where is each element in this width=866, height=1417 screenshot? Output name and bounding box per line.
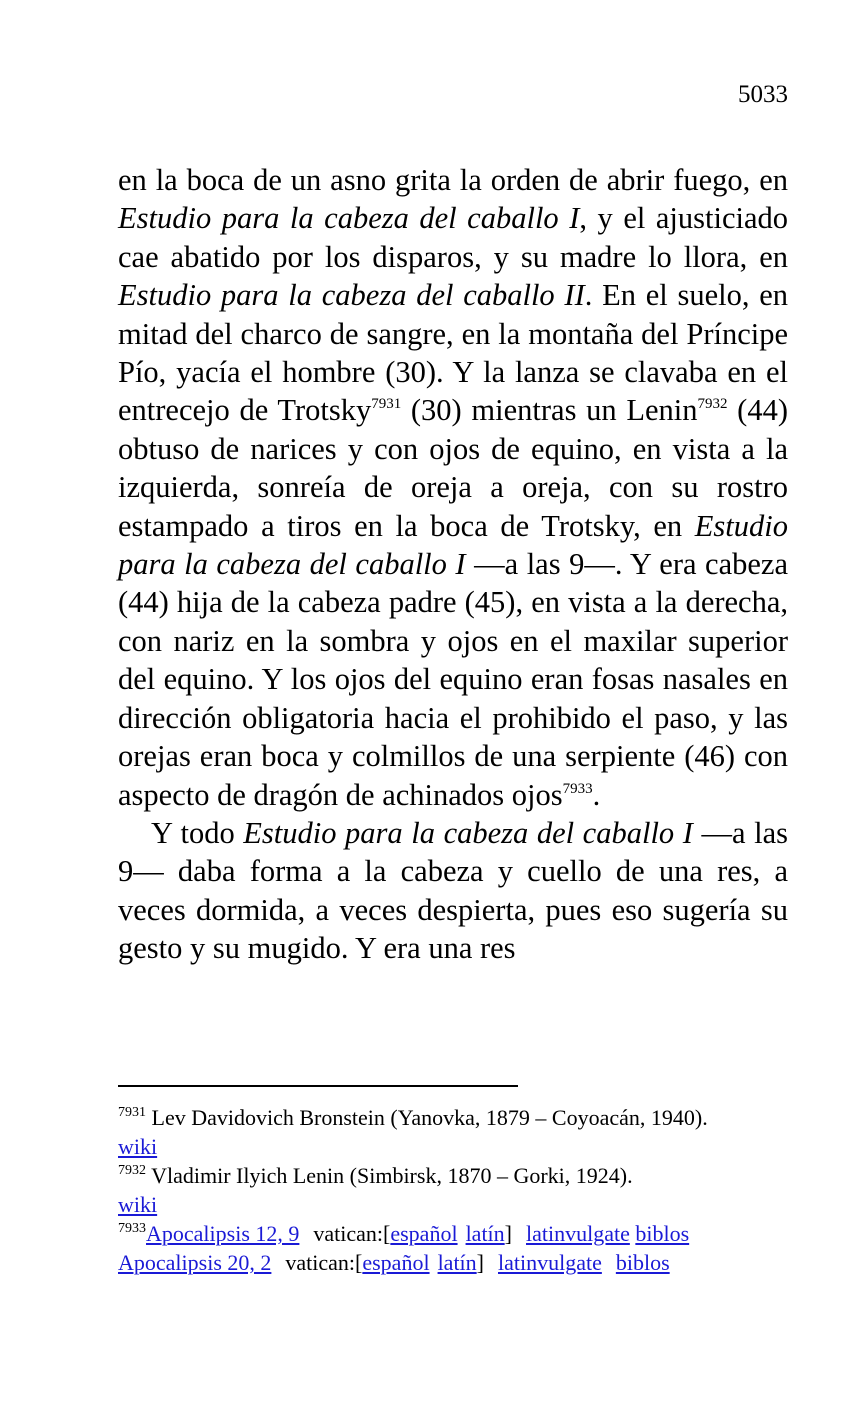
wiki-link[interactable]: wiki: [118, 1134, 158, 1159]
footnote-7932-link-row: [118, 1190, 788, 1219]
footnote-text: Vladimir Ilyich Lenin (Simbirsk, 1870 – Gorki, 1924).: [146, 1163, 633, 1188]
page-number: 5033: [738, 81, 788, 108]
paragraph-1: [118, 161, 788, 814]
text-run: —a las 9—. Y era cabeza (44) hija de la cabeza padre (45), en vista a la derecha, con nariz en la sombra y ojos en el maxilar superior del equino. Y los ojos del equino eran fosas nasales en dirección obligatoria hacia el prohibido el paso, y las orejas eran boca y colmillos de una serpiente (46) con aspecto de dragón de achinados ojos: [118, 547, 788, 812]
footnote-7933-row-1: [118, 1219, 788, 1248]
bracket-close: ]: [504, 1221, 512, 1246]
bible-ref-link[interactable]: Apocalipsis 20, 2: [118, 1250, 272, 1275]
footnote-7933-row-2: [118, 1248, 788, 1277]
vatican-espanol-link[interactable]: español: [390, 1221, 458, 1246]
artwork-title: Estudio para la cabeza del caballo I: [118, 201, 580, 236]
footnote-7931: [118, 1103, 788, 1132]
vatican-label: vatican:[: [313, 1221, 391, 1246]
vatican-label: vatican:[: [285, 1250, 363, 1275]
vatican-latin-link[interactable]: latín: [437, 1250, 477, 1275]
vatican-latin-link[interactable]: latín: [465, 1221, 505, 1246]
text-run: —a las 9— daba forma a la cabeza y cuello de una res, a veces dormida, a veces despierta, pues eso sugería su gesto y su mugido. Y era una res: [118, 815, 789, 966]
artwork-title: Estudio para la cabeza del caballo I: [118, 508, 788, 582]
biblos-link[interactable]: biblos: [635, 1221, 690, 1246]
latinvulgate-link[interactable]: latinvulgate: [498, 1250, 602, 1275]
text-run: Y todo: [151, 815, 244, 850]
text-run: en la boca de un asno grita la orden de abrir fuego, en: [118, 163, 788, 197]
footnote-number: 7932: [118, 1163, 146, 1178]
text-run: . En el suelo, en mitad del charco de sangre, en la montaña del Príncipe Pío, yacía el hombre (30). Y la lanza se clavaba en el entrecejo de Trotsky: [118, 278, 789, 428]
footnote-7932: [118, 1161, 788, 1190]
text-run: , y el ajusticiado cae abatido por los disparos, y su madre lo llora, en: [118, 201, 789, 274]
footnote-ref-7931[interactable]: 7931: [371, 396, 402, 413]
footnote-number: 7933: [118, 1221, 146, 1236]
vatican-espanol-link[interactable]: español: [362, 1250, 430, 1275]
latinvulgate-link[interactable]: latinvulgate: [526, 1221, 630, 1246]
text-run: (44) obtuso de narices y con ojos de equino, en vista a la izquierda, sonreía de oreja a oreja, con su rostro estampado a tiros en la boca de Trotsky, en: [118, 393, 788, 543]
artwork-title: Estudio para la cabeza del caballo II: [118, 278, 585, 313]
biblos-link[interactable]: biblos: [615, 1250, 670, 1275]
footnote-number: 7931: [118, 1105, 146, 1120]
footnote-7931-link-row: [118, 1132, 788, 1161]
footnote-text: Lev Davidovich Bronstein (Yanovka, 1879 – Coyoacán, 1940).: [146, 1105, 708, 1130]
footnote-divider: [118, 1085, 518, 1087]
artwork-title: Estudio para la cabeza del caballo I: [243, 815, 693, 850]
bible-ref-link[interactable]: Apocalipsis 12, 9: [146, 1221, 300, 1246]
main-text: [118, 161, 788, 968]
footnotes: [118, 1103, 788, 1277]
paragraph-2: [118, 814, 788, 968]
footnote-ref-7933[interactable]: 7933: [562, 780, 593, 797]
wiki-link[interactable]: wiki: [118, 1192, 158, 1217]
text-run: .: [592, 777, 601, 812]
bracket-close: ]: [476, 1250, 484, 1275]
footnote-ref-7932[interactable]: 7932: [697, 396, 728, 413]
text-run: (30) mientras un Lenin: [401, 393, 698, 428]
